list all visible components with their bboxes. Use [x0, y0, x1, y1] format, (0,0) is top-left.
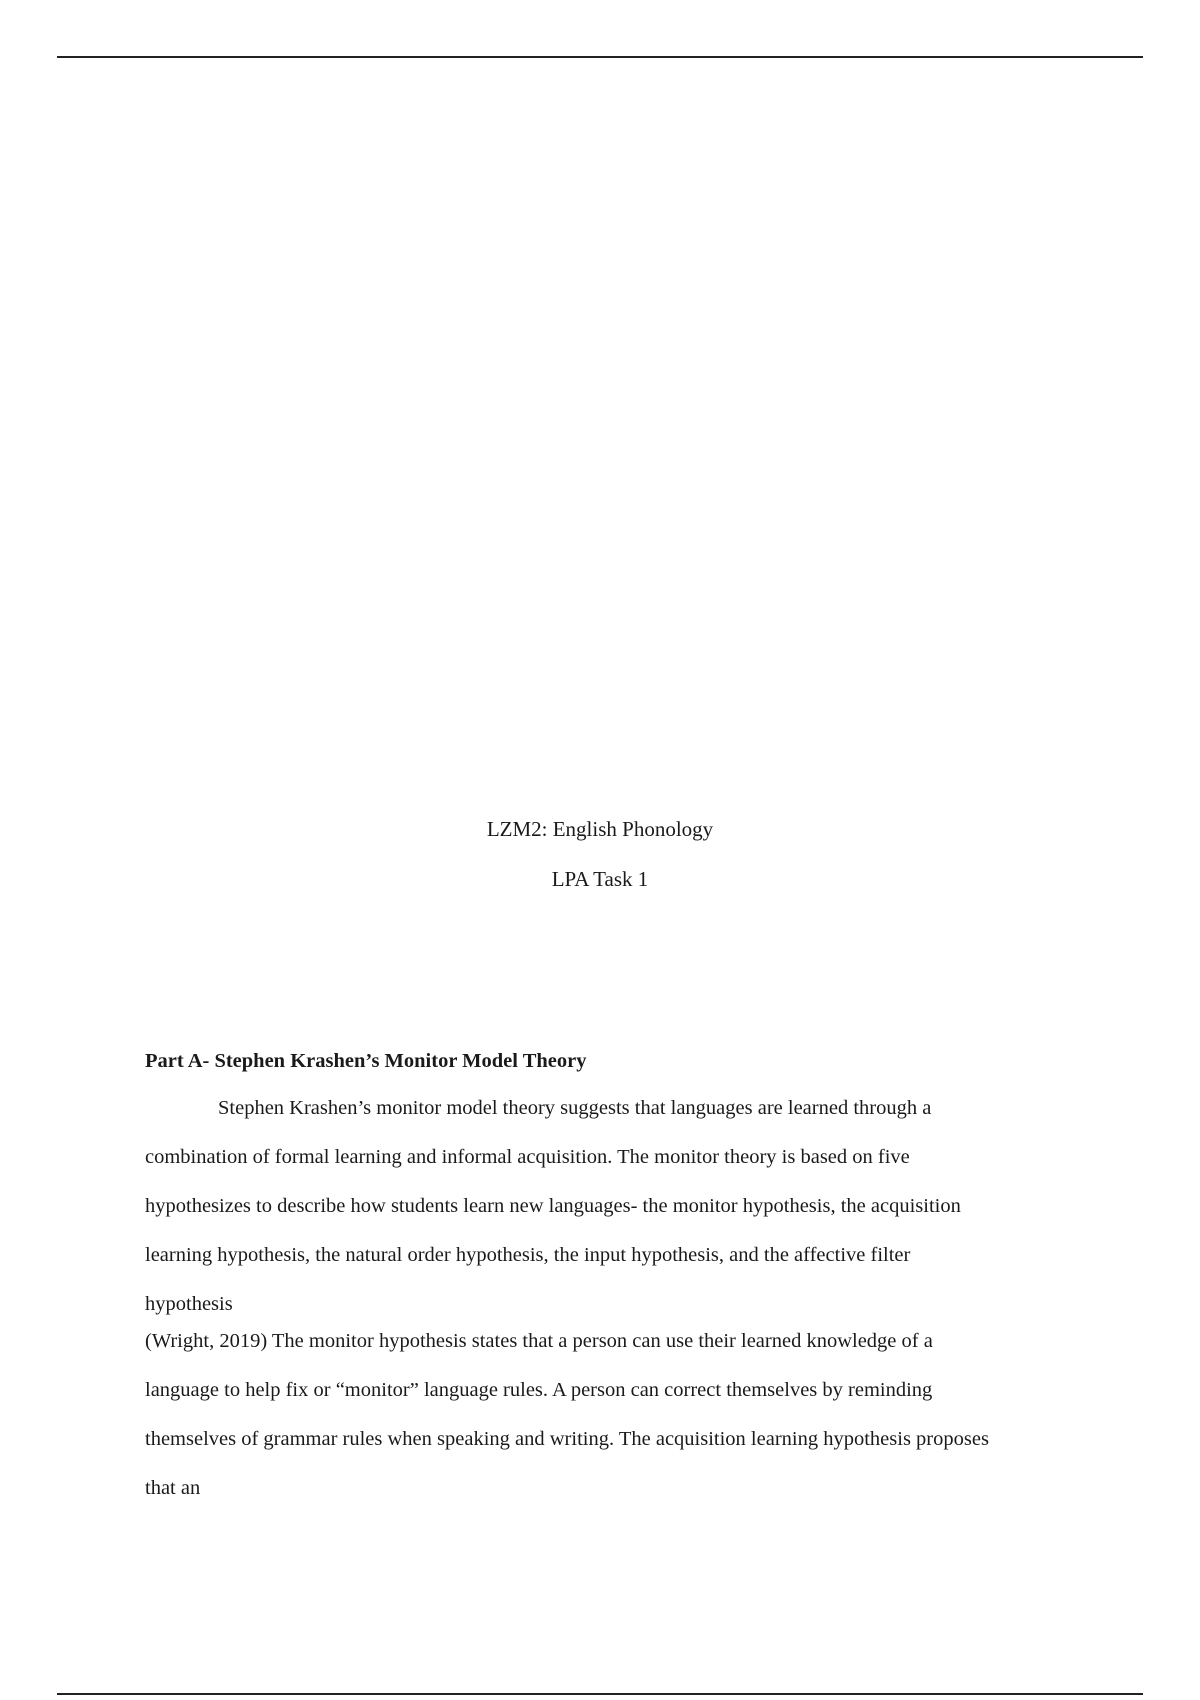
paragraph-line: themselves of grammar rules when speaking and writing. The acquisition learning hypothesis proposes: [145, 1428, 989, 1450]
paragraph-line: (Wright, 2019) The monitor hypothesis states that a person can use their learned knowledge of a: [145, 1330, 933, 1352]
course-title: LZM2: English Phonology: [486, 817, 714, 841]
paragraph-line: hypothesis: [145, 1293, 233, 1315]
paragraph-line: language to help fix or “monitor” language rules. A person can correct themselves by reminding: [145, 1379, 933, 1401]
paragraph-line: hypothesizes to describe how students learn new languages- the monitor hypothesis, the acquisition: [145, 1195, 961, 1217]
paragraph-1: [145, 1084, 1075, 1329]
paragraph-line: Stephen Krashen’s monitor model theory suggests that languages are learned through a: [218, 1097, 932, 1119]
title-block: [0, 814, 1200, 914]
paragraph-line: learning hypothesis, the natural order hypothesis, the input hypothesis, and the affective filter: [145, 1244, 911, 1266]
paragraph-2: [145, 1317, 1075, 1513]
paragraph-line: combination of formal learning and informal acquisition. The monitor theory is based on five: [145, 1146, 910, 1168]
page-bottom-rule: [57, 1693, 1143, 1695]
task-title: LPA Task 1: [551, 867, 649, 891]
section-heading: Part A- Stephen Krashen’s Monitor Model Theory: [145, 1050, 587, 1072]
page-top-rule: [57, 56, 1143, 58]
document-body: [145, 1046, 1075, 1513]
paragraph-line: that an: [145, 1477, 201, 1499]
